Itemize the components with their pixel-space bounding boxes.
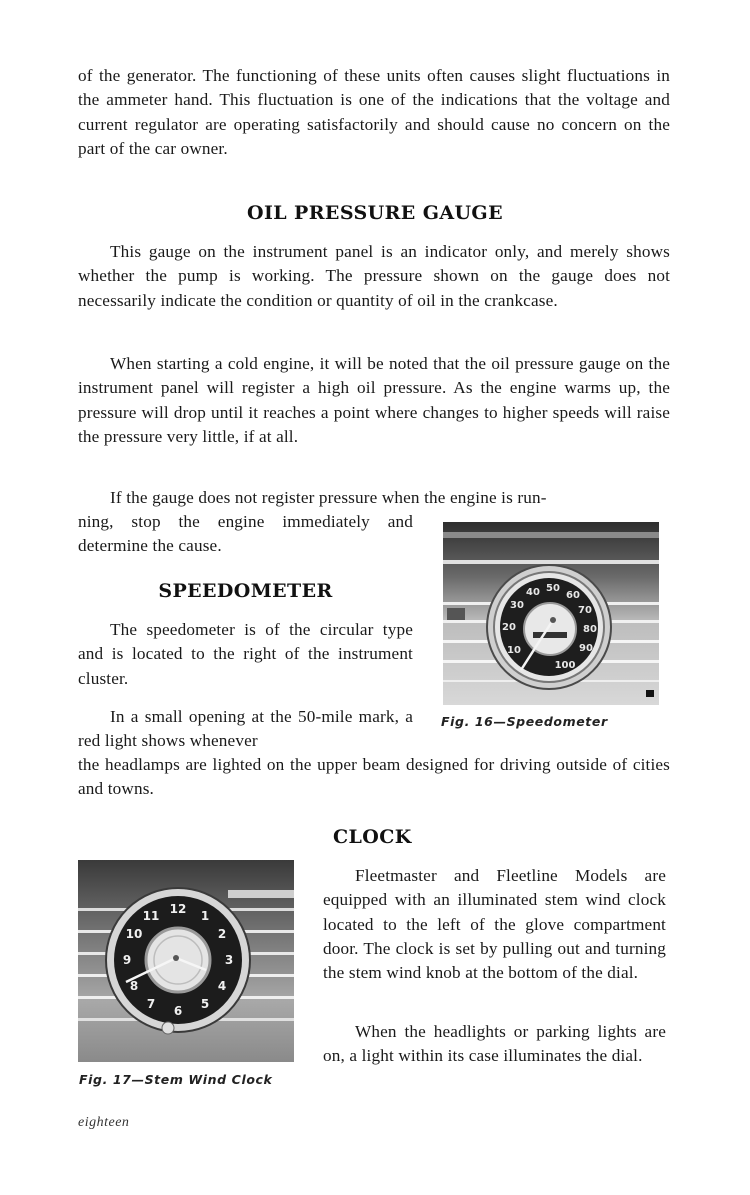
clock-5: 5: [200, 997, 210, 1011]
speedometer-heading: SPEEDOMETER: [158, 580, 333, 602]
clock-11: 11: [142, 909, 160, 923]
speedo-70: 70: [578, 605, 592, 616]
clock-12: 12: [169, 902, 187, 916]
speedometer-paragraph-3: the headlamps are lighted on the upper beam designed for driving outside of cities and towns.: [78, 755, 670, 799]
speedometer-figure-caption: Fig. 16—Speedometer: [441, 714, 608, 729]
speedometer-paragraph-2: In a small opening at the 50-mile mark, a red light shows whenever: [78, 707, 413, 751]
speedometer-illustration: [443, 522, 659, 705]
clock-8: 8: [129, 979, 139, 993]
speedometer-paragraph-1: The speedometer is of the circular type and is located to the right of the instrument cluster.: [78, 620, 413, 688]
oil-pressure-paragraph-2: When starting a cold engine, it will be noted that the oil pressure gauge on the instrument panel will register a high oil pressure. As the engine warms up, the pressure will drop until it reaches a point where changes to higher speeds will raise the pressure very little, if at all.: [78, 354, 670, 446]
clock-4: 4: [217, 979, 227, 993]
speedo-80: 80: [583, 624, 597, 635]
clock-illustration: [78, 860, 294, 1062]
oil-pressure-paragraph-3-rest: ning, stop the engine immediately and determine the cause.: [78, 512, 413, 556]
clock-3: 3: [224, 953, 234, 967]
clock-photo: [78, 860, 294, 1062]
speedo-30: 30: [510, 600, 524, 611]
speedo-50: 50: [546, 583, 560, 594]
clock-figure-caption: Fig. 17—Stem Wind Clock: [79, 1072, 273, 1087]
oil-pressure-heading: OIL PRESSURE GAUGE: [247, 202, 503, 224]
clock-9: 9: [122, 953, 132, 967]
clock-2: 2: [217, 927, 227, 941]
clock-1: 1: [200, 909, 210, 923]
clock-paragraph-1: Fleetmaster and Fleetline Models are equipped with an illuminated stem wind clock located to the left of the glove compartment door. The clock is set by pulling out and turning the stem wind knob at the bottom of the dial.: [323, 866, 666, 983]
speedo-20: 20: [502, 622, 516, 633]
page-number: eighteen: [78, 1115, 130, 1130]
speedo-40: 40: [526, 587, 540, 598]
clock-paragraph-2: When the headlights or parking lights are on, a light within its case illuminates the dial.: [323, 1022, 666, 1066]
intro-paragraph: of the generator. The functioning of these units often causes slight fluctuations in the ammeter hand. This fluctuation is one of the indications that the voltage and current regulator are operating satisfactorily and should cause no concern on the part of the car owner.: [78, 66, 670, 158]
clock-10: 10: [125, 927, 143, 941]
oil-pressure-paragraph-1: This gauge on the instrument panel is an indicator only, and merely shows whether the pump is working. The pressure shown on the gauge does not necessarily indicate the condition or quantity of oil in the crankcase.: [78, 242, 670, 310]
clock-heading: CLOCK: [333, 826, 412, 848]
speedo-100: 100: [554, 660, 576, 671]
speedo-10: 10: [507, 645, 521, 656]
speedo-90: 90: [579, 643, 593, 654]
oil-pressure-paragraph-3-line1: If the gauge does not register pressure when the engine is run-: [110, 488, 547, 507]
speedo-60: 60: [566, 590, 580, 601]
clock-7: 7: [146, 997, 156, 1011]
clock-6: 6: [173, 1004, 183, 1018]
speedometer-photo: [443, 522, 659, 705]
